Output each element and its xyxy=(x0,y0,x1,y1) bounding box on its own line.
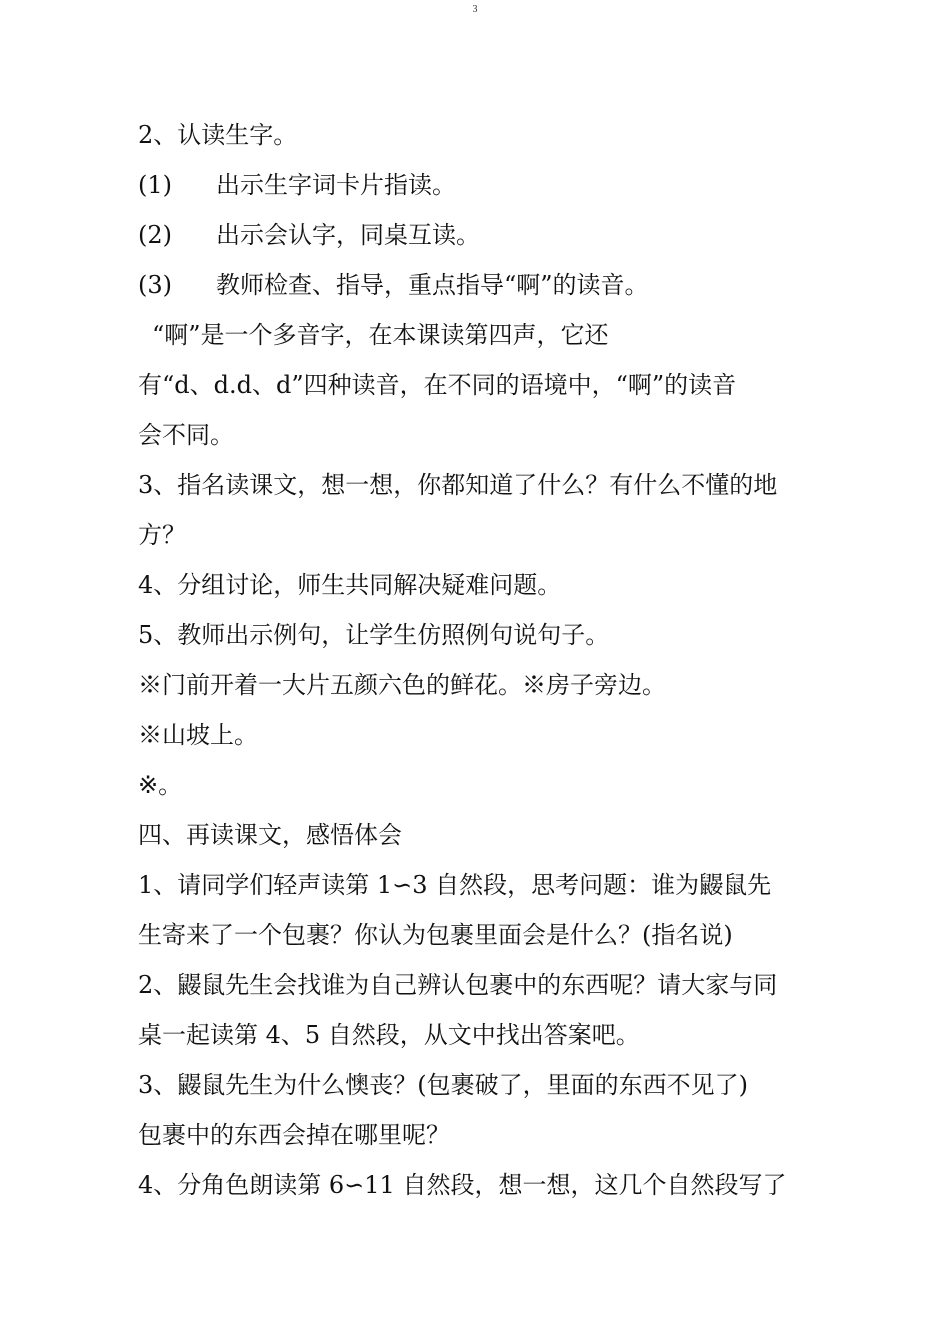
numbered-item xyxy=(138,160,828,210)
text-line: 4、分组讨论，师生共同解决疑难问题。 xyxy=(138,571,562,599)
text-line: ※山坡上。 xyxy=(138,721,258,749)
item-number: (2) xyxy=(138,221,172,249)
text-line: 有“d、d.d、d”四种读音，在不同的语境中，“啊”的读音 xyxy=(138,371,737,399)
item-number: (1) xyxy=(138,171,172,199)
text-line: 5、教师出示例句，让学生仿照例句说句子。 xyxy=(138,621,610,649)
text-line: 4、分角色朗读第 6∽11 自然段，想一想，这几个自然段写了 xyxy=(138,1171,787,1199)
document-body xyxy=(138,110,828,1210)
text-line: 方？ xyxy=(138,521,186,549)
text-line: 2、鼹鼠先生会找谁为自己辨认包裹中的东西呢？请大家与同 xyxy=(138,971,778,999)
numbered-item xyxy=(138,260,828,310)
section-heading: 四、再读课文，感悟体会 xyxy=(138,821,402,849)
item-text: 出示生字词卡片指读。 xyxy=(216,171,456,199)
text-line: 1、请同学们轻声读第 1∽3 自然段，思考问题：谁为鼹鼠先 xyxy=(138,871,772,899)
text-line: 3、鼹鼠先生为什么懊丧？(包裹破了，里面的东西不见了) xyxy=(138,1071,748,1099)
item-text: 教师检查、指导，重点指导“啊”的读音。 xyxy=(216,271,649,299)
text-line: “啊”是一个多音字，在本课读第四声，它还 xyxy=(152,321,609,349)
text-line: 2、认读生字。 xyxy=(138,121,298,149)
item-text: 出示会认字，同桌互读。 xyxy=(216,221,480,249)
numbered-item xyxy=(138,210,828,260)
text-line: ※门前开着一大片五颜六色的鲜花。※房子旁边。 xyxy=(138,671,666,699)
text-line: 会不同。 xyxy=(138,421,234,449)
text-line: 生寄来了一个包裹？你认为包裹里面会是什么？(指名说) xyxy=(138,921,733,949)
text-line: 包裹中的东西会掉在哪里呢？ xyxy=(138,1121,450,1149)
text-line: 桌一起读第 4、5 自然段，从文中找出答案吧。 xyxy=(138,1021,640,1049)
text-line: 3、指名读课文，想一想，你都知道了什么？有什么不懂的地 xyxy=(138,471,778,499)
item-number: (3) xyxy=(138,271,172,299)
page-number: 3 xyxy=(472,4,478,15)
text-line: ※。 xyxy=(138,771,183,799)
